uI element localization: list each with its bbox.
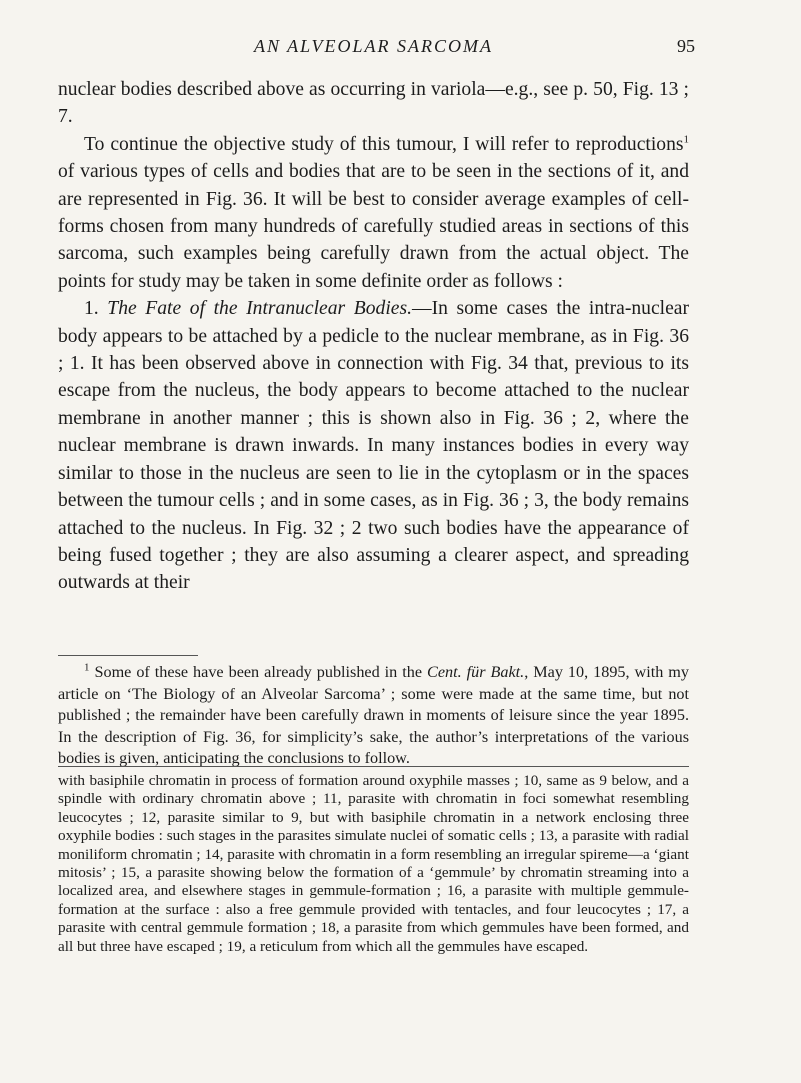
footnote-text: Some of these have been already published in the bbox=[89, 663, 428, 681]
paragraph-continuation: nuclear bodies described above as occurring in variola—e.g., see p. 50, Fig. 13 ; 7. bbox=[58, 79, 689, 128]
caption-text: with basiphile chromatin in process of formation around oxyphile masses ; 10, same as 9 below, and a spindle with ordinary chromatin above ; 11, parasite with chromatin in foci somewhat resembling leucocytes ; 12, parasite similar to 9, but with basiphile chromatin in a network enclosing three oxyphile bodies : such stages in the parasites simulate nuclei of somatic cells ; 13, a parasite with radial moniliform chromatin ; 14, parasite with chromatin in a form resembling an irregular spireme—a ‘giant mitosis’ ; 15, a parasite showing below the formation of a ‘gemmule’ by chromatin streaming into a localized area, and elsewhere stages in gemmule-formation ; 16, a parasite with multiple gemmule-formation at the surface : also a free gemmule provided with tentacles, and four leucocytes ; 17, a parasite with central gemmule formation ; 18, a parasite from which gemmules have been formed, and all but three have escaped ; 19, a reticulum from which all the gemmules have escaped. bbox=[58, 772, 689, 955]
section-number: 1. bbox=[84, 298, 99, 320]
paragraph-text: —In some cases the intra-nuclear body appears to be attached by a pedicle to the nuclear membrane, as in Fig. 36 ; 1. It has been observed above in connection with Fig. 34 that, previous to its escape from the nucleus, the body appears to become attached to the nuclear membrane in another manner ; this is shown also in Fig. 36 ; 2, where the nuclear membrane is drawn inwards. In many instances bodies in every way similar to those in the nucleus are seen to lie in the cytoplasm or in the spaces between the tumour cells ; and in some cases, as in Fig. 36 ; 3, the body remains attached to the nucleus. In Fig. 32 ; 2 two such bodies have the appearance of being fused together ; they are also assuming a clearer aspect, and spreading outwards at their bbox=[58, 298, 689, 594]
caption-divider bbox=[58, 766, 689, 767]
section-heading: The Fate of the Intranuclear Bodies. bbox=[107, 298, 412, 320]
footnote-text: , May 10, 1895, with my article on ‘The Biology of an Alveolar Sarcoma’ ; some were made at the same time, but not published ; the remainder have been carefully drawn in moments of leisure since the year 1895. In the description of Fig. 36, for simplicity’s sake, the author’s interpretations of the various bodies is given, anticipating the conclusions to follow. bbox=[58, 663, 689, 768]
page-header bbox=[58, 36, 695, 62]
footnote-paragraph bbox=[58, 662, 689, 770]
footnote-reference: 1 bbox=[683, 133, 689, 146]
paragraph-text: To continue the objective study of this tumour, I will refer to reproductions bbox=[84, 133, 684, 155]
footnote-mark: 1 bbox=[84, 661, 90, 674]
footnote-divider bbox=[58, 655, 198, 656]
figure-caption-continued bbox=[58, 772, 689, 956]
paragraph-fate-of-bodies bbox=[58, 295, 689, 596]
paragraph-text: of various types of cells and bodies that are to be seen in the sections of it, and are represented in Fig. 36. It will be best to consider average examples of cell-forms chosen from many hundreds of carefully studied areas in sections of this sarcoma, such examples being carefully drawn from the actual object. The points for study may be taken in some definite order as follows : bbox=[58, 161, 689, 292]
main-text bbox=[58, 76, 689, 597]
page-number: 95 bbox=[677, 36, 695, 56]
journal-title: Cent. für Bakt. bbox=[427, 663, 525, 681]
paragraph-objective-study bbox=[58, 131, 689, 295]
running-head: AN ALVEOLAR SARCOMA bbox=[254, 36, 493, 56]
footnote bbox=[58, 662, 689, 770]
